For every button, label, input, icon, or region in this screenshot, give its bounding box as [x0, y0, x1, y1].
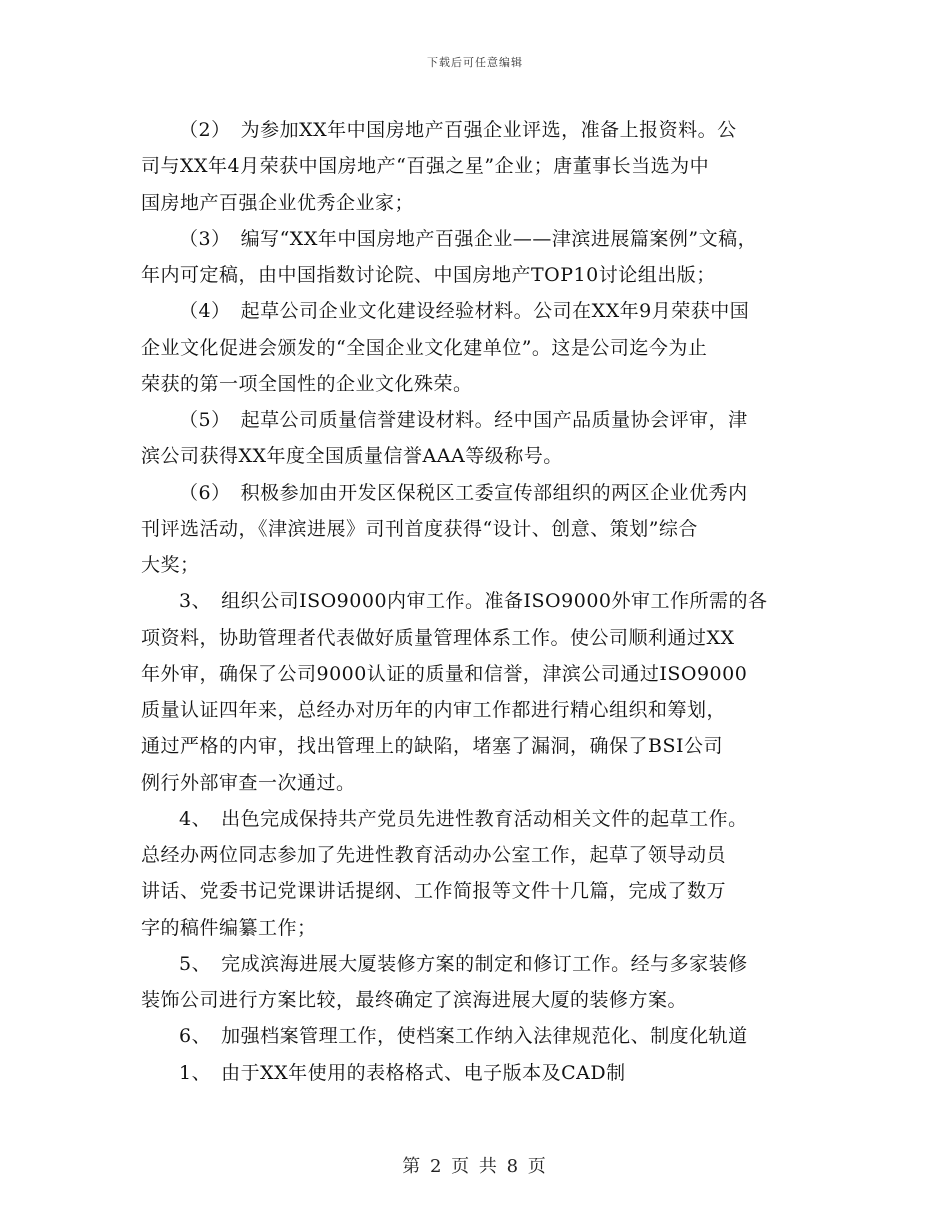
text-line: 总经办两位同志参加了先进性教育活动办公室工作，起草了领导动员 — [141, 844, 727, 866]
text-line: （6） 积极参加由开发区保税区工委宣传部组织的两区企业优秀内 — [179, 481, 748, 504]
text-line: 司与XX年4月荣获中国房地产“百强之星”企业；唐董事长当选为中 — [141, 155, 710, 178]
text-line: 6、 加强档案管理工作，使档案工作纳入法律规范化、制度化轨道 — [179, 1025, 748, 1048]
text-line: 国房地产百强企业优秀企业家； — [141, 191, 415, 214]
text-line: 3、 组织公司ISO9000内审工作。准备ISO9000外审工作所需的各 — [179, 590, 768, 613]
text-line: 4、 出色完成保持共产党员先进性教育活动相关文件的起草工作。 — [179, 807, 748, 830]
text-line: 荣获的第一项全国性的企业文化殊荣。 — [141, 372, 473, 395]
text-line: 通过严格的内审，找出管理上的缺陷，堵塞了漏洞，确保了BSI公司 — [141, 735, 723, 758]
text-line: （4） 起草公司企业文化建设经验材料。公司在XX年9月荣获中国 — [179, 300, 750, 323]
text-line: 企业文化促进会颁发的“全国企业文化建单位”。这是公司迄今为止 — [141, 336, 708, 359]
text-line: 大奖； — [141, 554, 200, 576]
text-line: 装饰公司进行方案比较，最终确定了滨海进展大厦的装修方案。 — [141, 989, 688, 1011]
text-line: （2） 为参加XX年中国房地产百强企业评选，准备上报资料。公 — [179, 119, 737, 141]
text-line: 刊评选活动，《津滨进展》司刊首度获得“设计、创意、策划”综合 — [141, 517, 698, 540]
text-line: 年内可定稿，由中国指数讨论院、中国房地产TOP10讨论组出版； — [141, 264, 716, 286]
text-line: 项资料，协助管理者代表做好质量管理体系工作。使公司顺利通过XX — [141, 626, 735, 649]
document-body — [141, 112, 821, 1091]
text-line: 质量认证四年来，总经办对历年的内审工作都进行精心组织和筹划， — [141, 699, 727, 721]
text-line: 字的稿件编纂工作； — [141, 916, 317, 939]
text-line: 例行外部审查一次通过。 — [141, 771, 356, 794]
text-line: （3） 编写“XX年中国房地产百强企业——津滨进展篇案例”文稿， — [179, 227, 758, 250]
text-line: 讲话、党委书记党课讲话提纲、工作简报等文件十几篇，完成了数万 — [141, 880, 727, 903]
text-line: 滨公司获得XX年度全国质量信誉AAA等级称号。 — [141, 445, 563, 468]
text-line: 1、 由于XX年使用的表格格式、电子版本及CAD制 — [179, 1061, 626, 1084]
text-line: 年外审，确保了公司9000认证的质量和信誉，津滨公司通过ISO9000 — [141, 662, 748, 685]
page-footer: 第 2 页 共 8 页 — [402, 1156, 548, 1177]
text-line: 5、 完成滨海进展大厦装修方案的制定和修订工作。经与多家装修 — [179, 952, 748, 975]
page-header: 下载后可任意编辑 — [427, 56, 523, 69]
text-line: （5） 起草公司质量信誉建设材料。经中国产品质量协会评审，津 — [179, 409, 748, 431]
